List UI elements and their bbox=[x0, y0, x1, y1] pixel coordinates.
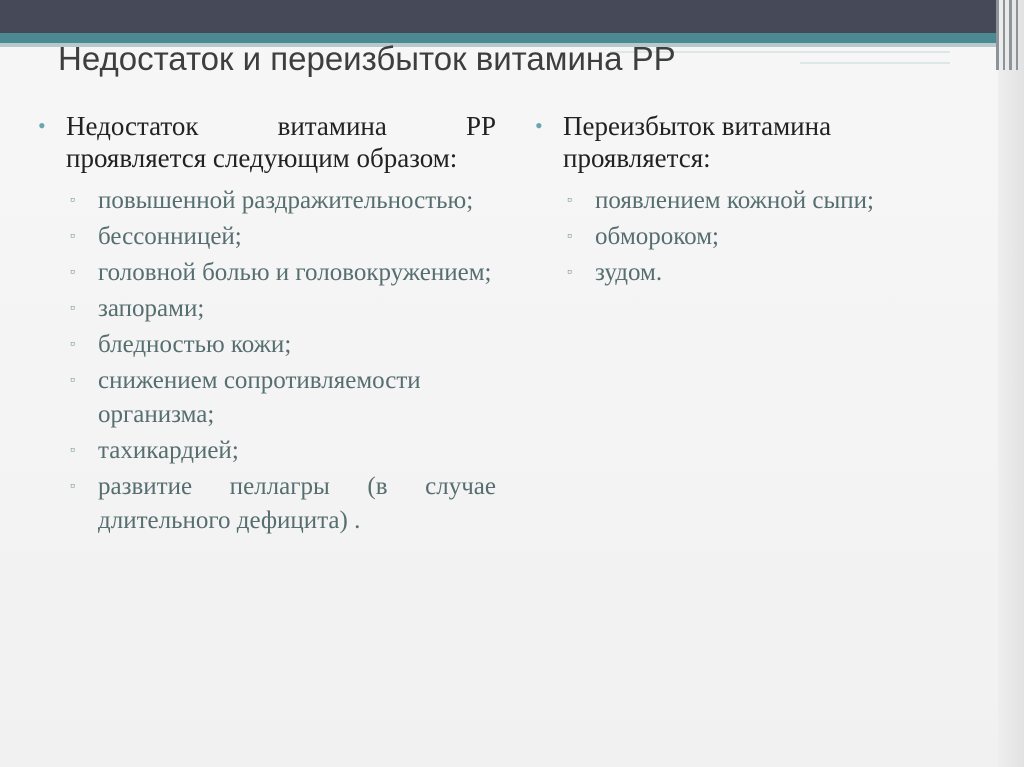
deficiency-intro-text: Недостаток витамина РР проявляется следующим образом: bbox=[66, 111, 496, 173]
square-bullet-icon: ▫ bbox=[70, 229, 75, 244]
list-item-text: тахикардией; bbox=[98, 437, 239, 464]
list-item-text: запорами; bbox=[98, 295, 205, 322]
list-item bbox=[36, 364, 496, 432]
list-item-text: появлением кожной сыпи; bbox=[595, 187, 875, 214]
list-item bbox=[36, 328, 496, 362]
list-item bbox=[533, 184, 953, 218]
list-item bbox=[36, 470, 496, 538]
square-bullet-icon: ▫ bbox=[70, 443, 75, 458]
decor-line bbox=[800, 62, 950, 64]
bullet-icon: • bbox=[535, 113, 543, 138]
decor-stripe bbox=[1003, 0, 1005, 70]
list-item-text: бледностью кожи; bbox=[98, 331, 292, 358]
square-bullet-icon: ▫ bbox=[70, 337, 75, 352]
excess-list bbox=[533, 184, 953, 290]
slide-title: Недостаток и переизбыток витамина РР bbox=[58, 40, 676, 77]
decor-stripe bbox=[1009, 0, 1012, 70]
square-bullet-icon: ▫ bbox=[70, 265, 75, 280]
deficiency-list bbox=[36, 184, 496, 538]
list-item-text: головной болью и головокружением; bbox=[98, 259, 492, 286]
square-bullet-icon: ▫ bbox=[567, 193, 572, 208]
header-band-dark bbox=[0, 0, 1024, 33]
list-item bbox=[36, 434, 496, 468]
list-item-text: обмороком; bbox=[595, 223, 719, 250]
list-item-text: повышенной раздражительностью; bbox=[98, 187, 474, 214]
list-item-text: зудом. bbox=[595, 259, 663, 286]
list-item-text: бессонницей; bbox=[98, 223, 242, 250]
excess-intro bbox=[533, 110, 953, 174]
list-item-text: развитие пеллагры (в случае длительного дефицита) . bbox=[98, 473, 496, 534]
list-item bbox=[36, 292, 496, 326]
square-bullet-icon: ▫ bbox=[567, 229, 572, 244]
decor-stripe bbox=[996, 0, 999, 70]
decor-stripe bbox=[1016, 0, 1018, 70]
excess-intro-text: Переизбыток витамина проявляется: bbox=[563, 111, 832, 173]
square-bullet-icon: ▫ bbox=[70, 479, 75, 494]
list-item bbox=[533, 220, 953, 254]
deficiency-intro bbox=[36, 110, 496, 174]
list-item bbox=[533, 256, 953, 290]
slide-edge bbox=[998, 0, 1024, 767]
square-bullet-icon: ▫ bbox=[70, 301, 75, 316]
list-item bbox=[36, 220, 496, 254]
deficiency-column bbox=[36, 110, 496, 540]
list-item bbox=[36, 256, 496, 290]
square-bullet-icon: ▫ bbox=[70, 373, 75, 388]
list-item-text: снижением сопротивляемости организма; bbox=[98, 367, 421, 428]
list-item bbox=[36, 184, 496, 218]
excess-column bbox=[533, 110, 953, 292]
square-bullet-icon: ▫ bbox=[567, 265, 572, 280]
bullet-icon: • bbox=[38, 113, 46, 138]
square-bullet-icon: ▫ bbox=[70, 193, 75, 208]
